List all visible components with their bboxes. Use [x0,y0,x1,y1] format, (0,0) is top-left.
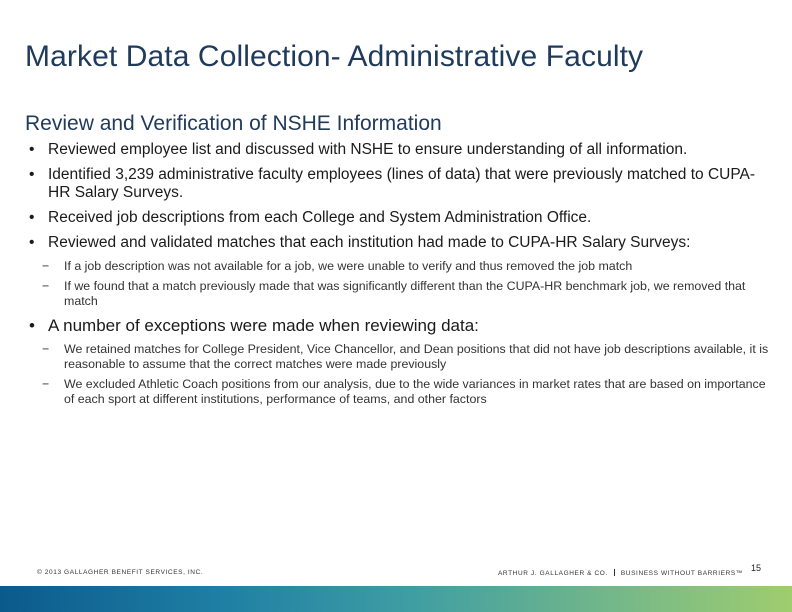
bullet-marker: • [29,234,35,251]
sub-bullet-text: If a job description was not available for a job, we were unable to verify and thus removed the job match [64,259,633,273]
bullet-item [26,166,772,202]
slide-title: Market Data Collection- Administrative Faculty [25,40,644,73]
bullet-text: Reviewed employee list and discussed with NSHE to ensure understanding of all information. [48,141,688,158]
bullet-marker: • [29,209,35,226]
bullet-text: Received job descriptions from each College and System Administration Office. [48,209,592,226]
sub-bullet-marker: − [42,342,50,356]
bullet-list [26,141,772,407]
sub-bullet-list [42,259,772,309]
bullet-text: Identified 3,239 administrative faculty employees (lines of data) that were previously matched to CUPA-HR Salary Surveys. [48,166,756,201]
sub-bullet-text: We excluded Athletic Coach positions from our analysis, due to the wide variances in market rates that are based on importance of each sport at different institutions, performance of teams, and other factors [64,377,766,406]
bullet-marker: • [29,141,35,158]
sub-bullet-list [42,342,772,407]
bullet-item [26,316,772,407]
sub-bullet-marker: − [42,279,50,293]
bullet-marker: • [29,166,35,183]
footer-gradient-bar [0,586,792,612]
slide-body [26,141,772,414]
sub-bullet-item [26,259,772,274]
bullet-text: Reviewed and validated matches that each institution had made to CUPA-HR Salary Surveys: [48,234,691,251]
bullet-text: A number of exceptions were made when reviewing data: [48,316,479,335]
bullet-marker: • [29,316,35,335]
footer-company: ARTHUR J. GALLAGHER & CO. [498,570,608,577]
page-number: 15 [751,563,762,573]
footer-separator [614,569,615,576]
sub-bullet-marker: − [42,377,50,391]
sub-bullet-marker: − [42,259,50,273]
bullet-item [26,141,772,159]
bullet-item [26,234,772,309]
sub-bullet-text: If we found that a match previously made that was significantly different than the CUPA-HR benchmark job, we removed that match [64,279,746,308]
footer-tagline: BUSINESS WITHOUT BARRIERS™ [620,570,743,577]
sub-bullet-item [26,377,772,407]
footer-brand [498,569,743,577]
sub-bullet-item [26,342,772,372]
sub-bullet-text: We retained matches for College President, Vice Chancellor, and Dean positions that did not have job descriptions available, it is reasonable to assume that the correct matches were made previously [64,342,769,371]
slide-subtitle: Review and Verification of NSHE Information [25,112,442,135]
bullet-item [26,209,772,227]
footer-copyright: © 2013 GALLAGHER BENEFIT SERVICES, INC. [37,569,204,576]
sub-bullet-item [26,279,772,309]
